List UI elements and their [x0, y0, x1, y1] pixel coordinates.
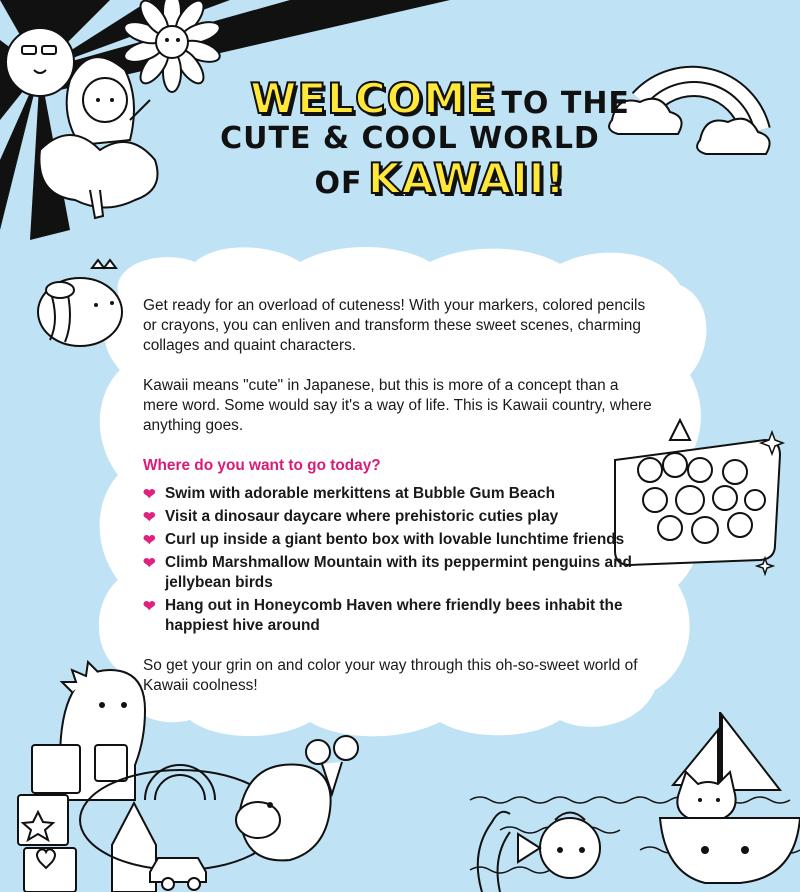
list-item-text: Visit a dinosaur daycare where prehistoric cuties play — [165, 508, 559, 525]
rainbow-icon — [609, 77, 769, 154]
list-item-text: Hang out in Honeycomb Haven where friendly bees inhabit the happiest hive around — [165, 597, 623, 634]
sun-icon — [6, 28, 74, 96]
title-word-kawaii: KAWAII! — [368, 154, 566, 203]
destination-list — [143, 484, 653, 636]
intro-paragraph: Kawaii means "cute" in Japanese, but this is more of a concept than a mere word. Some would say it's a way of life. This is Kawaii country, where anything goes. — [143, 377, 652, 434]
title-of: OF — [314, 166, 363, 201]
question-heading: Where do you want to go today? — [143, 457, 381, 474]
heart-icon: ❤ — [143, 532, 156, 549]
seaweed-icon — [478, 812, 510, 892]
list-item — [143, 507, 653, 527]
closing-paragraph: So get your grin on and color your way through this oh-so-sweet world of Kawaii coolness! — [143, 657, 638, 694]
title-line-2: CUTE & COOL WORLD — [220, 121, 600, 156]
toy-blocks-icon — [18, 745, 80, 892]
car-toy-icon — [150, 858, 206, 890]
list-item-text: Swim with adorable merkittens at Bubble Gum Beach — [165, 485, 555, 502]
fish-icon — [518, 813, 600, 879]
list-item — [143, 596, 653, 636]
intro-paragraph: Get ready for an overload of cuteness! With your markers, colored pencils or crayons, you can enliven and transform these sweet scenes, charming collages and quaint characters. — [143, 297, 646, 354]
title-word-welcome: WELCOME — [250, 74, 496, 123]
heart-icon: ❤ — [143, 598, 156, 615]
title-to-the: TO THE — [501, 86, 630, 121]
list-item — [143, 553, 653, 593]
heart-icon: ❤ — [143, 555, 156, 572]
list-item — [143, 530, 653, 550]
list-item-text: Curl up inside a giant bento box with lovable lunchtime friends — [165, 531, 625, 548]
horse-toy-icon — [236, 765, 331, 861]
bee-icon — [38, 260, 122, 346]
list-item-text: Climb Marshmallow Mountain with its peppermint penguins and jellybean birds — [165, 554, 632, 591]
page-title — [190, 74, 630, 203]
list-item — [143, 484, 653, 504]
heart-icon: ❤ — [143, 509, 156, 526]
intro-content — [143, 296, 653, 716]
heart-icon: ❤ — [143, 486, 156, 503]
